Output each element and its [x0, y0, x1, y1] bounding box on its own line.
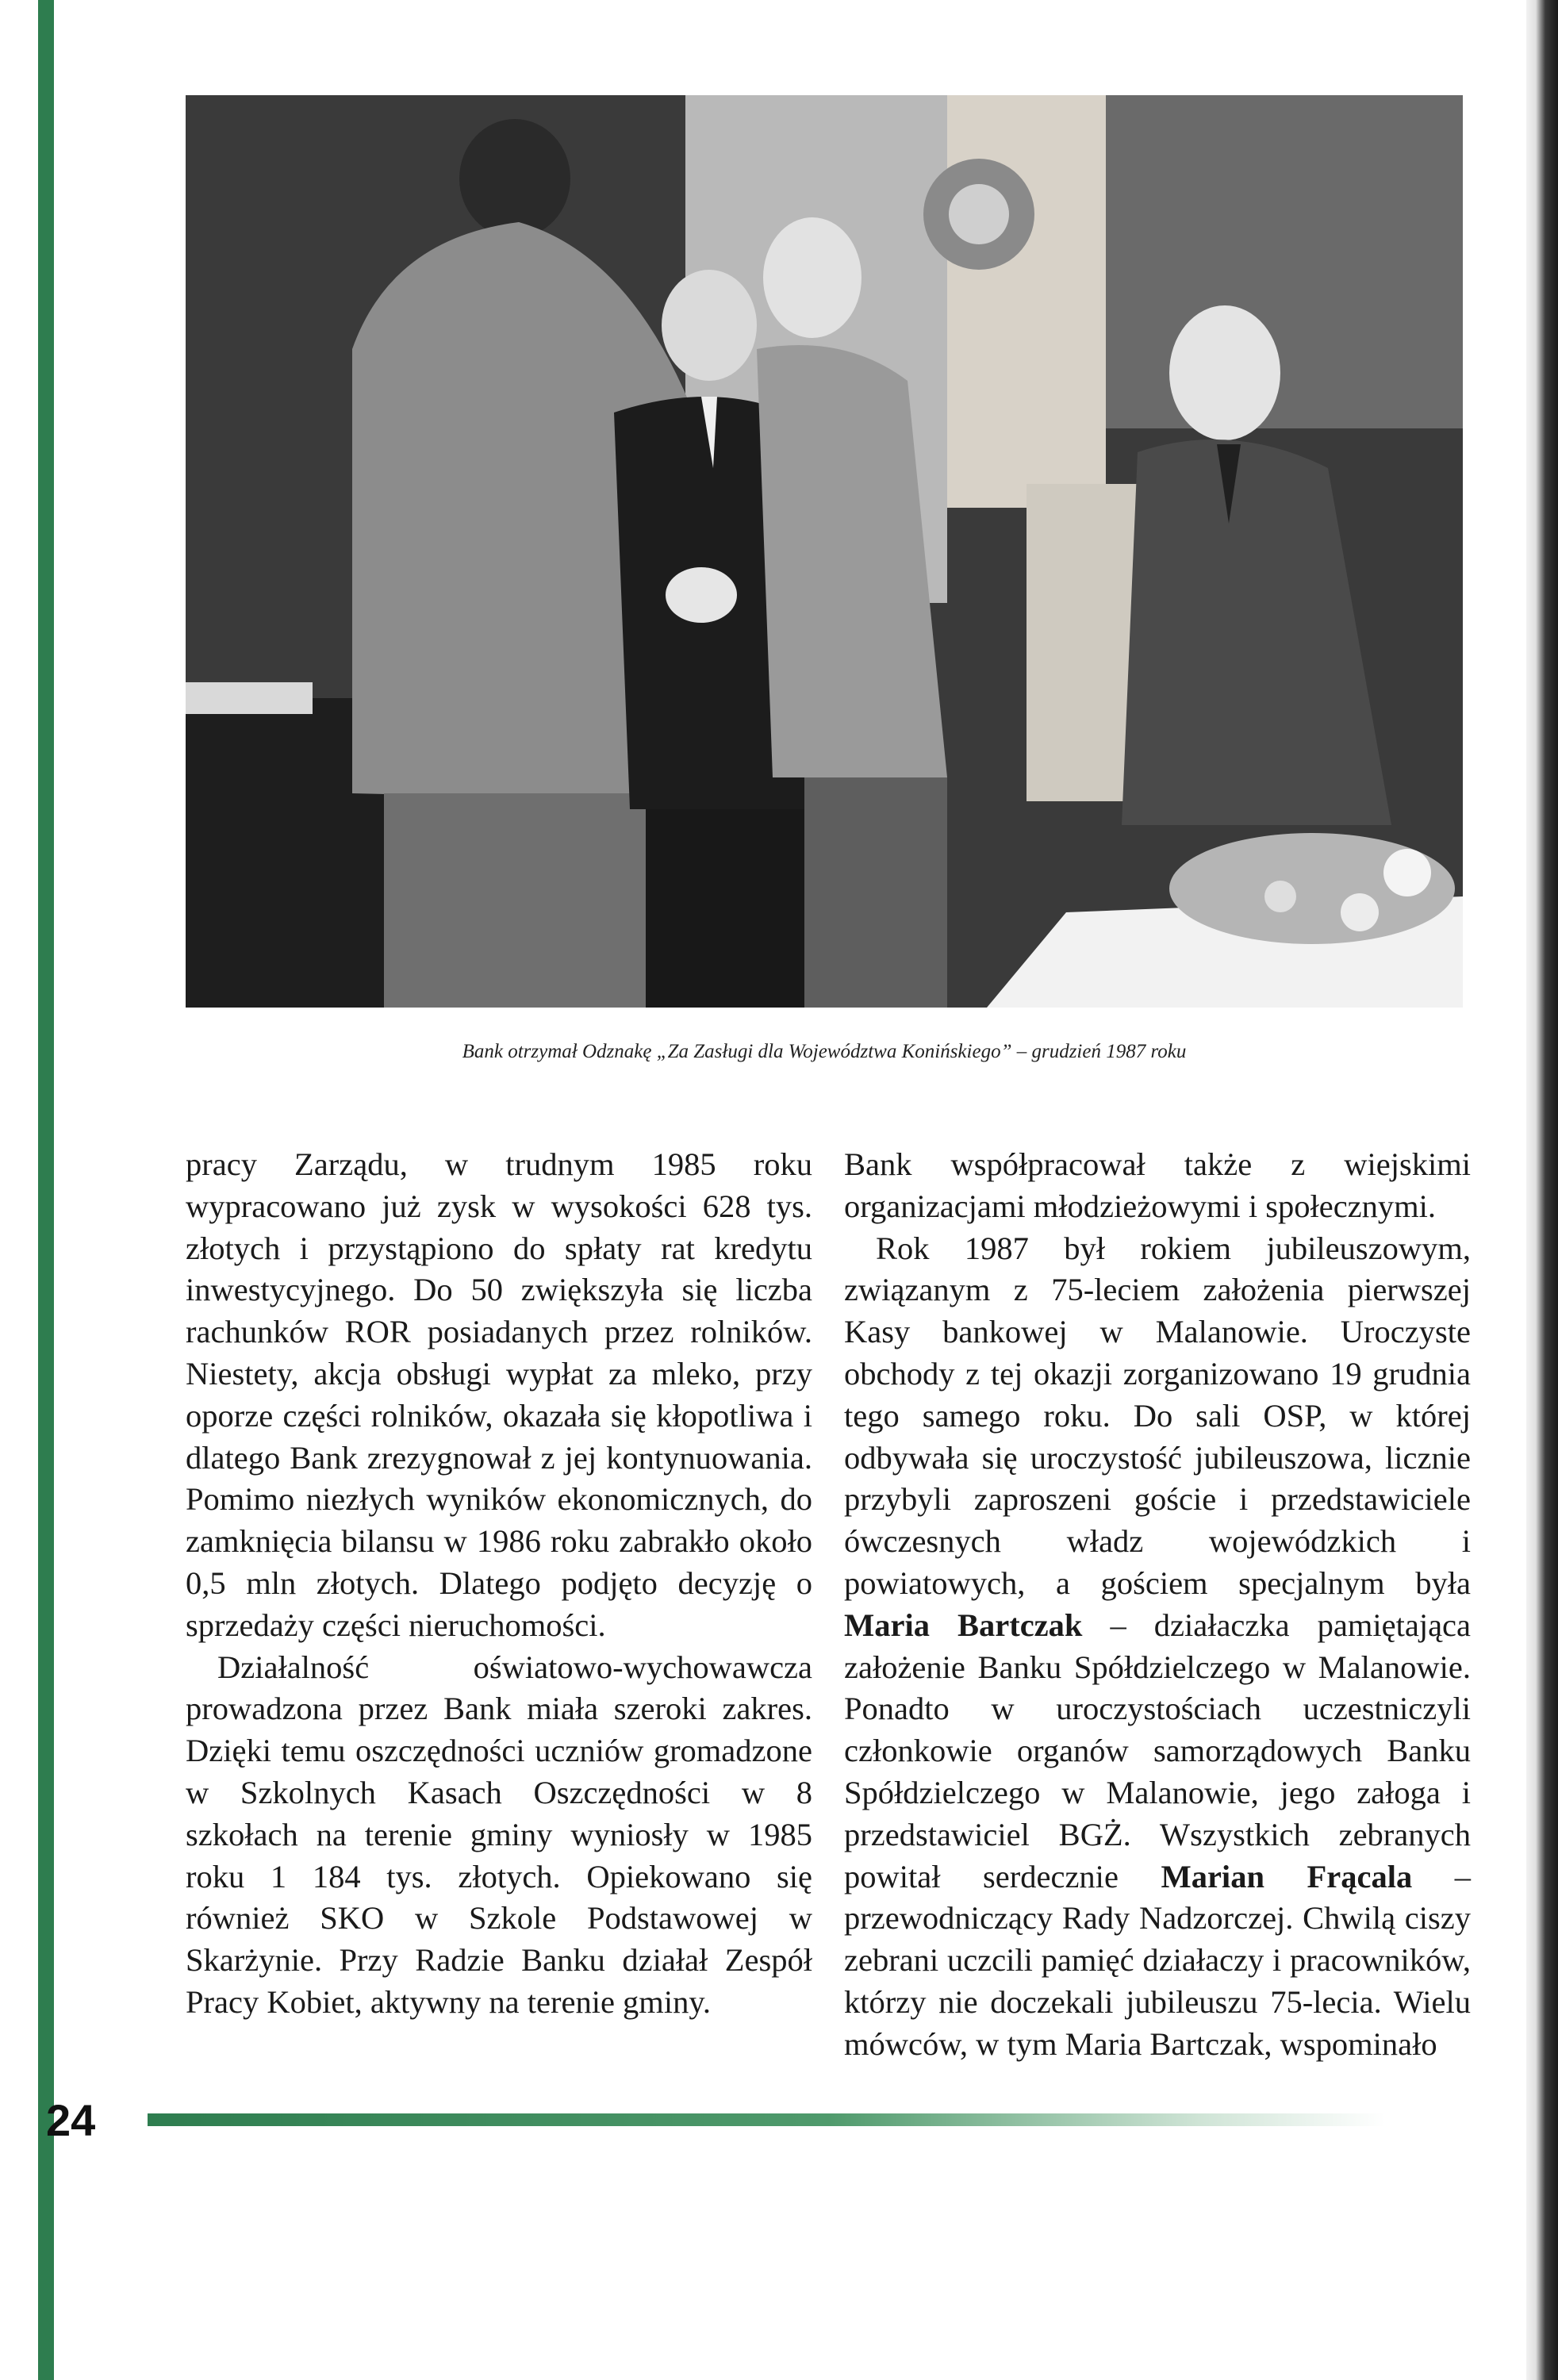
- paragraph: Bank współpracował także z wiejskimi organizacjami młodzieżowymi i społecznymi.: [844, 1146, 1471, 1224]
- paragraph: [844, 1228, 1471, 2066]
- paragraph: Działalność oświatowo-wychowawcza prowadzona przez Bank miała szeroki zakres. Dzięki temu oszczędności uczniów gromadzone w Szkolnych Kasach Oszczędności w 8 szkołach na terenie gminy wyniosły w 1985 roku 1 184 tys. złotych. Opiekowano się również SKO w Szkole Podstawowej w Skarżynie. Przy Radzie Banku działał Zespół Pracy Kobiet, aktywny na terenie gminy.: [186, 1649, 812, 2020]
- person-name-bold: Maria Bartczak: [844, 1606, 1083, 1643]
- page-number: 24: [46, 2095, 96, 2145]
- photo-caption: Bank otrzymał Odznakę „Za Zasługi dla Województwa Konińskiego” – grudzień 1987 roku: [462, 1041, 1187, 1062]
- footer-rule: [148, 2113, 1385, 2126]
- left-green-bar: [38, 0, 54, 2380]
- person-name-bold: Marian Frącala: [1161, 1858, 1413, 1894]
- text-run: – przewodniczący Rady Nadzorczej. Chwilą ciszy zebrani uczcili pamięć działaczy i pracowników, którzy nie doczekali jubileuszu 75-lecia. Wielu mówców, w tym Maria Bartczak, wspominało: [844, 1858, 1472, 2062]
- ceremony-photo-illustration: [186, 95, 1463, 1008]
- ceremony-photo: [186, 95, 1463, 1008]
- text-run: Rok 1987 był rokiem jubileuszowym, związanym z 75-leciem założenia pierwszej Kasy bankowej w Malanowie. Uroczyste obchody z tej okazji zorganizowano 19 grudnia tego samego roku. Do sali OSP, w której odbywała się uroczystość jubileuszowa, licznie przybyli zaproszeni goście i przedstawiciele ówczesnych władz wojewódzkich i powiatowych, a gościem specjalnym była: [844, 1230, 1471, 1601]
- paragraph: pracy Zarządu, w trudnym 1985 roku wypracowano już zysk w wysokości 628 tys. złotych i przystąpiono do spłaty rat kredytu inwestycyjnego. Do 50 zwiększyła się liczba rachunków ROR posiadanych przez rolników. Niestety, akcja obsługi wypłat za mleko, przy oporze części rolników, okazała się kłopotliwa i dlatego Bank zrezygnował z jej kontynuowania. Pomimo niezłych wyników ekonomicznych, do zamknięcia bilansu w 1986 roku zabrakło około 0,5 mln złotych. Dlatego podjęto decyzję o sprzedaży części nieruchomości.: [186, 1146, 812, 1643]
- text-column-right: [844, 1144, 1471, 2066]
- page-binding-edge: [1526, 0, 1558, 2380]
- text-column-left: [186, 1144, 812, 2024]
- text-run: – działaczka pamiętająca założenie Banku Spółdzielczego w Malanowie. Ponadto w uroczystościach uczestniczyli członkowie organów samorządowych Banku Spółdzielczego w Malanowie, jego załoga i przedstawiciel BGŻ. Wszystkich zebranych powitał serdecznie: [844, 1606, 1471, 1894]
